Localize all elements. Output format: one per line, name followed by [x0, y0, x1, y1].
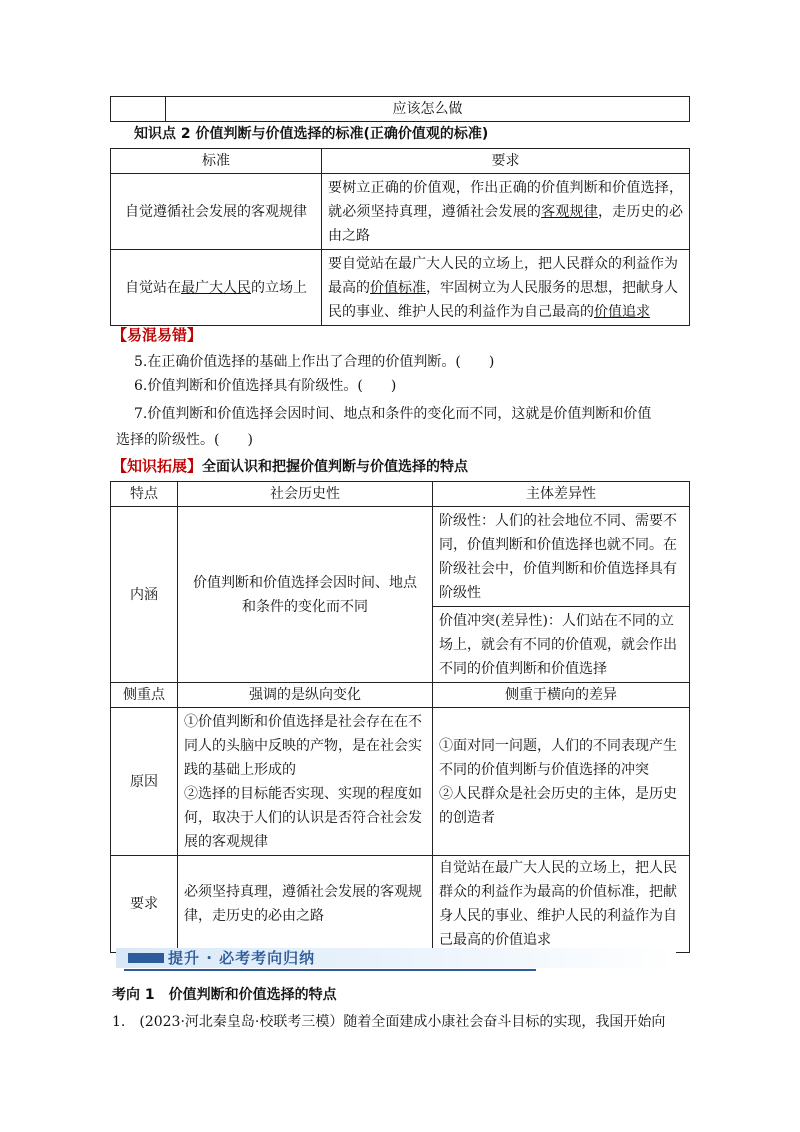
kp2-header-standard: 标准 — [111, 149, 322, 174]
direction-title: 考向 1 价值判断和价值选择的特点 — [112, 987, 337, 1003]
reason-label: 原因 — [111, 708, 178, 856]
reason-subject-2: ②人民群众是社会历史的主体，是历史的创造者 — [439, 785, 677, 826]
neihan-social: 价值判断和价值选择会因时间、地点和条件的变化而不同 — [178, 507, 433, 683]
expand-table — [110, 481, 690, 953]
reason-subject-1: ①面对同一问题，人们的不同表现产生不同的价值判断与价值选择的冲突 — [439, 737, 677, 778]
neihan-subject-class: 阶级性：人们的社会地位不同、需要不同，价值判断和价值选择也就不同。在阶级社会中，价值判断和价值选择具有阶级性 — [433, 507, 690, 607]
banner-title: 提升 · 必考考向归纳 — [168, 949, 316, 967]
top-table-label — [111, 97, 166, 122]
top-table — [110, 96, 690, 122]
expand-header-subject: 主体差异性 — [433, 482, 690, 507]
focus-social: 强调的是纵向变化 — [178, 683, 433, 708]
kp2-row2-std-text-a: 自觉站在 — [125, 279, 181, 296]
kp2-row2-requirement — [322, 250, 690, 326]
kp2-row2-req-text-a: 要自觉站在最广大人民的立场上，把人民群众的利益作为最高的 — [328, 255, 678, 296]
reason-social — [178, 708, 433, 856]
reason-social-2: ②选择的目标能否实现、实现的程度如何，取决于人们的认识是否符合社会发展的客观规律 — [184, 785, 422, 850]
mistake-item-7-cont: 选择的阶级性。( ) — [116, 432, 253, 448]
kp2-row1-requirement — [322, 174, 690, 250]
kp2-row2-req-underlined-1: 价值标准 — [370, 279, 426, 296]
question-1: 1. (2023·河北秦皇岛·校联考三模）随着全面建成小康社会奋斗目标的实现，我国开始向 — [112, 1014, 666, 1030]
section-banner — [116, 948, 676, 968]
mistake-item-7: 7.价值判断和价值选择会因时间、地点和条件的变化而不同，这就是价值判断和价值 — [134, 406, 652, 422]
kp2-row2-standard — [111, 250, 322, 326]
expand-header-social: 社会历史性 — [178, 482, 433, 507]
require-social: 必须坚持真理，遵循社会发展的客观规律，走历史的必由之路 — [178, 856, 433, 953]
expand-title-row — [112, 455, 468, 476]
kp2-row2-std-text-b: 的立场上 — [251, 279, 307, 296]
require-subject: 自觉站在最广大人民的立场上，把人民群众的利益作为最高的价值标准，把献身人民的事业、维护人民的利益作为自己最高的价值追求 — [433, 856, 690, 953]
banner-bar — [128, 953, 164, 963]
reason-social-1: ①价值判断和价值选择是社会存在在不同人的头脑中反映的产物，是在社会实践的基础上形成的 — [184, 713, 422, 778]
kp2-row2-req-text-b: ，牢固树立为人民服务的思想，把献身人民的事业、维护人民的利益作为自己最高的 — [328, 279, 678, 320]
focus-label: 侧重点 — [111, 683, 178, 708]
reason-subject — [433, 708, 690, 856]
require-label: 要求 — [111, 856, 178, 953]
expand-title: 全面认识和把握价值判断与价值选择的特点 — [202, 459, 469, 475]
focus-subject: 侧重于横向的差异 — [433, 683, 690, 708]
kp2-row1-req-text-b: ，走历史的必由之路 — [328, 203, 684, 244]
mistake-item-5: 5.在正确价值选择的基础上作出了合理的价值判断。( ) — [134, 354, 495, 370]
kp2-row2-std-underlined: 最广大人民 — [181, 279, 251, 296]
kp2-row2-req-underlined-2: 价值追求 — [594, 303, 650, 320]
mistake-item-6: 6.价值判断和价值选择具有阶级性。( ) — [134, 378, 397, 394]
neihan-subject-conflict: 价值冲突(差异性)：人们站在不同的立场上，就会有不同的价值观，就会作出不同的价值判断和价值选择 — [433, 607, 690, 683]
kp2-row1-req-underlined: 客观规律 — [541, 203, 598, 220]
kp2-row1-req-text-a: 要树立正确的价值观，作出正确的价值判断和价值选择，就必须坚持真理，遵循社会发展的 — [328, 179, 683, 220]
kp2-row1-standard: 自觉遵循社会发展的客观规律 — [111, 174, 322, 250]
neihan-label: 内涵 — [111, 507, 178, 683]
kp2-title: 知识点 2 价值判断与价值选择的标准(正确价值观的标准) — [134, 126, 489, 142]
expand-header-feature: 特点 — [111, 482, 178, 507]
expand-tag: 【知识拓展】 — [112, 457, 203, 475]
banner-underline — [124, 969, 536, 971]
kp2-table — [110, 148, 690, 326]
mistakes-title: 【易混易错】 — [112, 326, 203, 344]
top-table-value: 应该怎么做 — [166, 97, 690, 122]
kp2-header-requirement: 要求 — [322, 149, 690, 174]
